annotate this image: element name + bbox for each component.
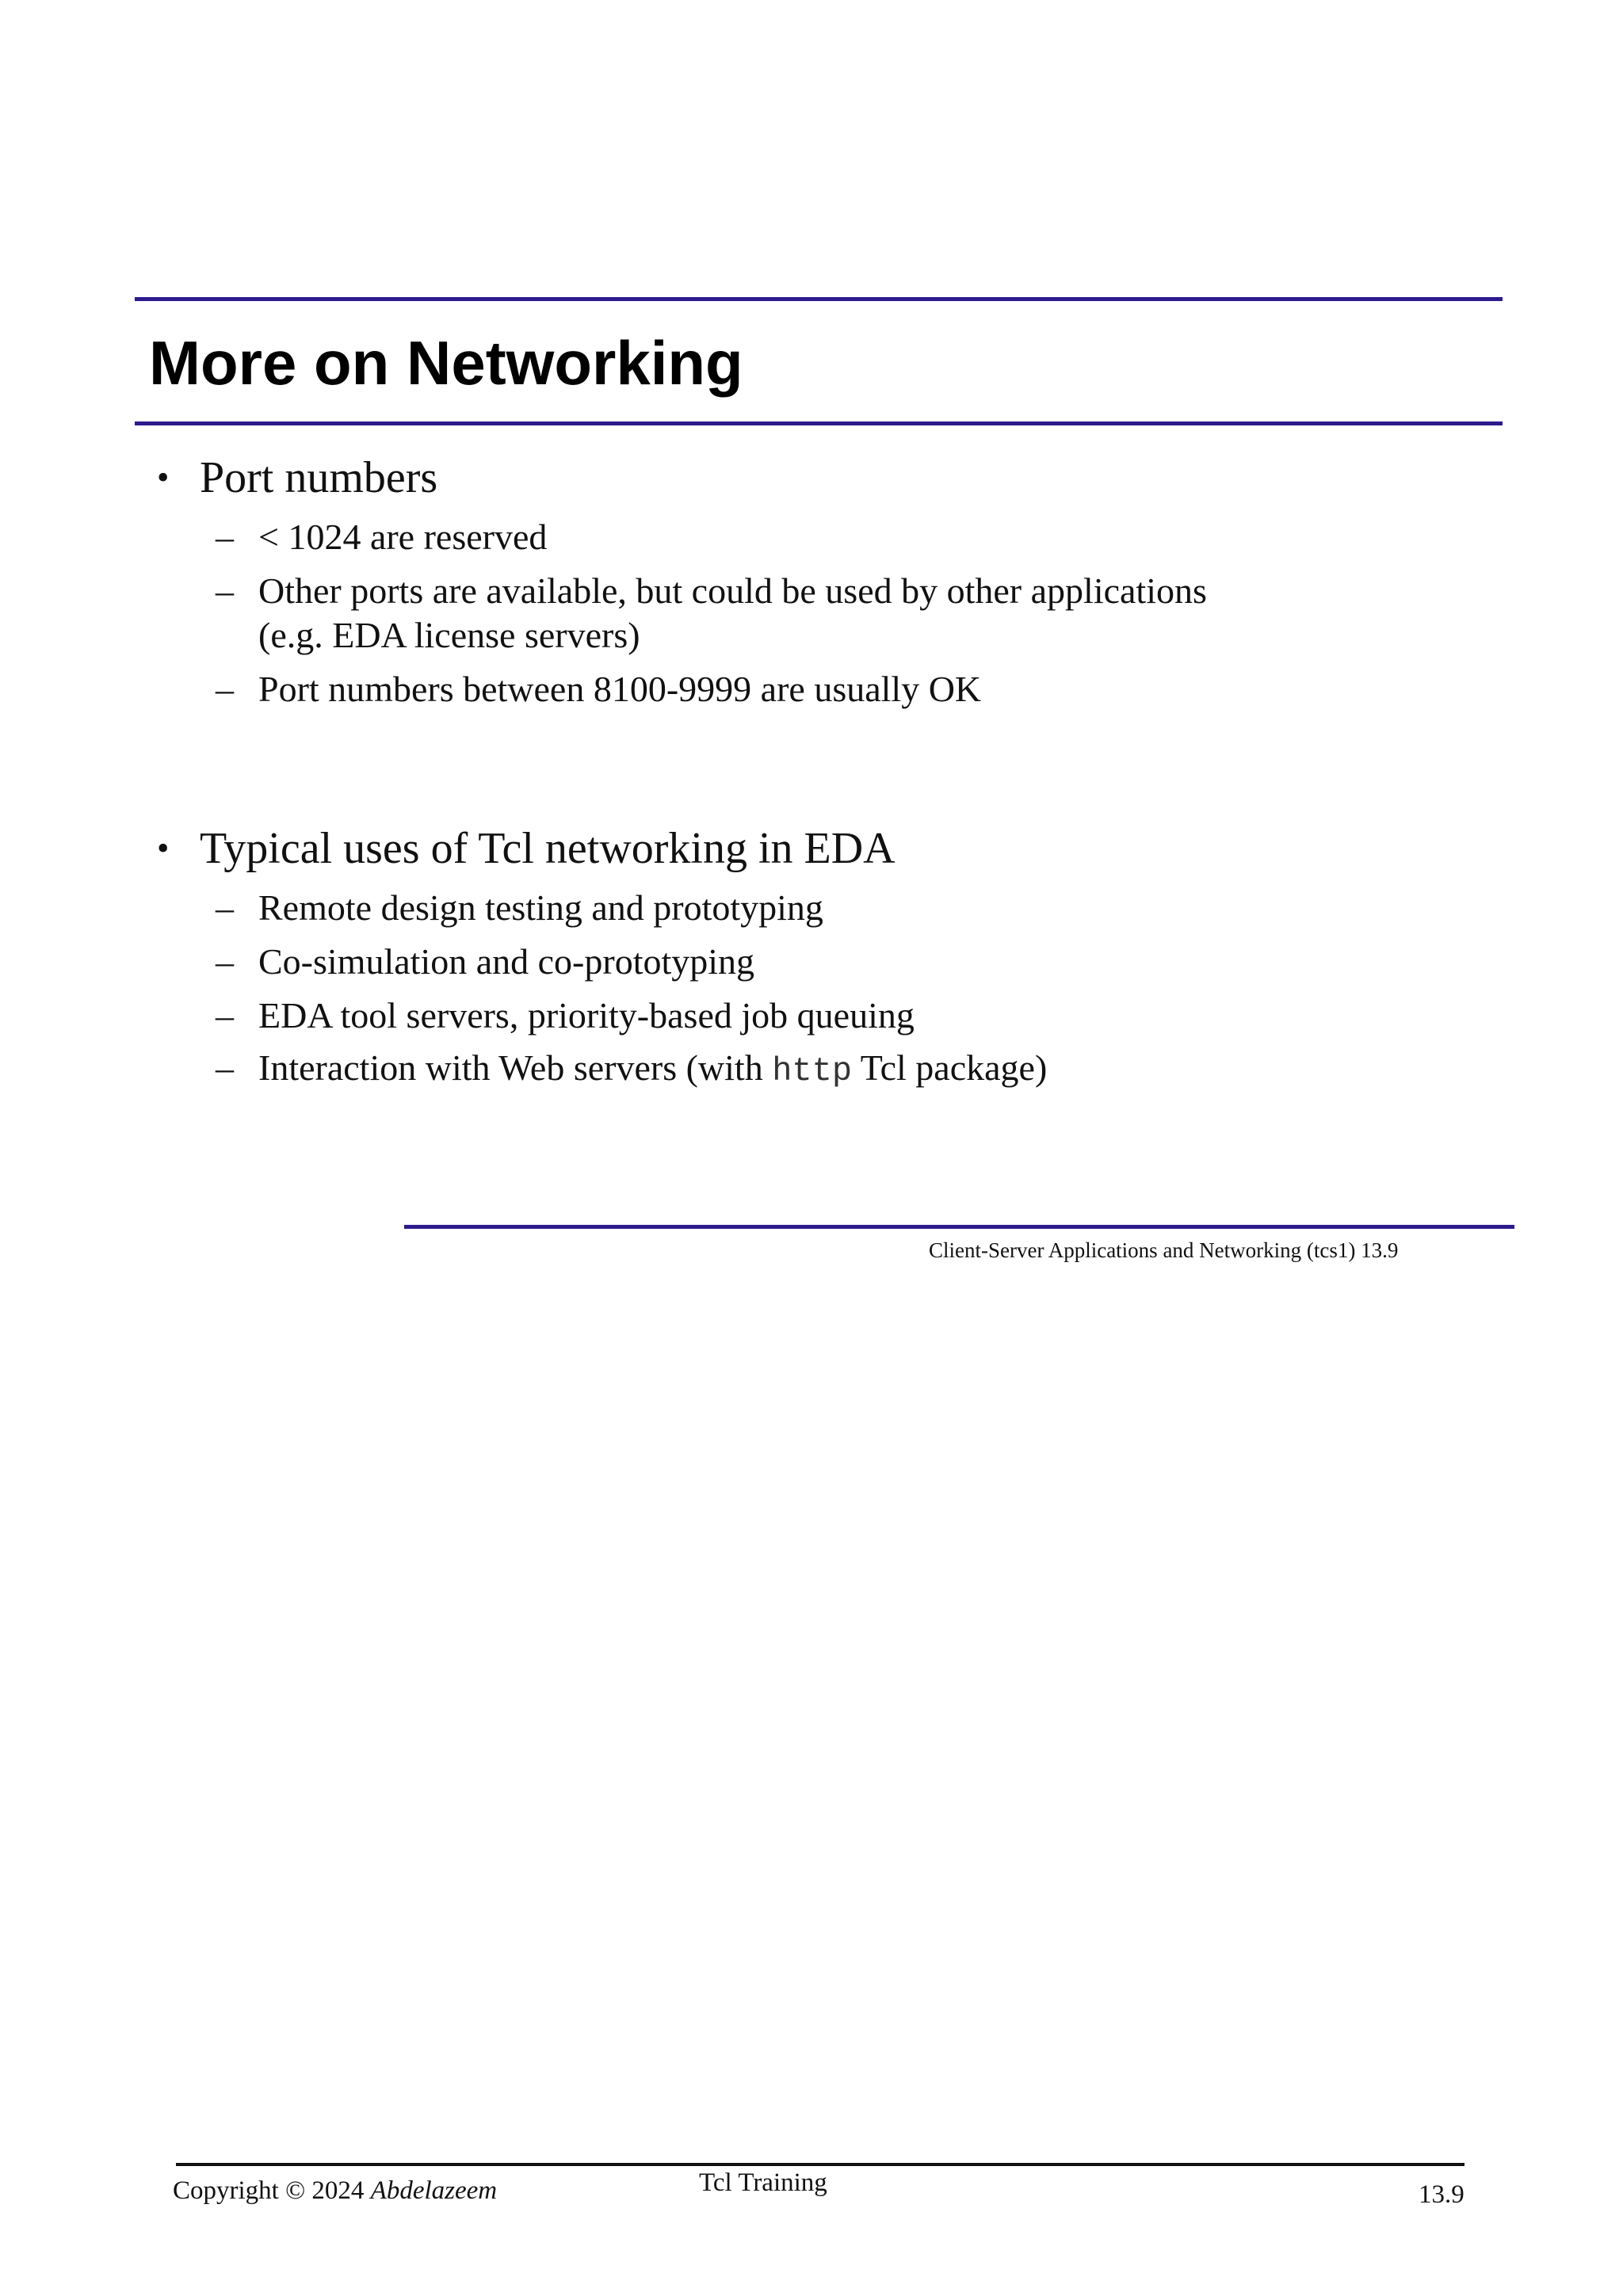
bullet-dot: • bbox=[157, 829, 170, 868]
dash-marker: – bbox=[216, 941, 234, 982]
sub-item-text: Co-simulation and co-prototyping bbox=[258, 941, 755, 982]
sub-item-text: Port numbers between 8100-9999 are usually OK bbox=[258, 669, 982, 709]
caption-rule bbox=[404, 1225, 1514, 1229]
footer-copyright bbox=[173, 2175, 497, 2206]
title-bottom-rule bbox=[135, 421, 1503, 425]
sub-item-text: < 1024 are reserved bbox=[258, 517, 548, 557]
dash-marker: – bbox=[216, 517, 234, 557]
dash-marker: – bbox=[216, 887, 234, 928]
sub-item-text: (e.g. EDA license servers) bbox=[258, 615, 640, 655]
footer-course-title: Tcl Training bbox=[699, 2168, 827, 2197]
footer-page-number: 13.9 bbox=[1419, 2180, 1465, 2209]
sub-item-text: Other ports are available, but could be used by other applications bbox=[258, 570, 1207, 611]
bullet-text: Port numbers bbox=[200, 453, 438, 502]
bullet-text: Typical uses of Tcl networking in EDA bbox=[200, 824, 896, 873]
slide-title: More on Networking bbox=[149, 328, 743, 398]
footer-rule bbox=[176, 2163, 1465, 2166]
sub-item-text: EDA tool servers, priority-based job queuing bbox=[258, 995, 915, 1035]
author-name: Abdelazeem bbox=[370, 2176, 498, 2205]
dash-marker: – bbox=[216, 1047, 234, 1088]
dash-marker: – bbox=[216, 669, 234, 709]
sub-item-suffix: Tcl package) bbox=[852, 1047, 1048, 1088]
copyright-text: Copyright © 2024 bbox=[173, 2176, 371, 2205]
slide-caption: Client-Server Applications and Networking (tcs1) 13.9 bbox=[929, 1238, 1399, 1262]
code-http: http bbox=[772, 1052, 853, 1090]
title-top-rule bbox=[135, 297, 1503, 301]
sub-item-text bbox=[258, 1046, 1047, 1093]
sub-item-prefix: Interaction with Web servers (with bbox=[258, 1047, 773, 1088]
bullet-dot: • bbox=[157, 458, 170, 497]
sub-item-text: Remote design testing and prototyping bbox=[258, 887, 823, 928]
dash-marker: – bbox=[216, 995, 234, 1035]
dash-marker: – bbox=[216, 570, 234, 611]
